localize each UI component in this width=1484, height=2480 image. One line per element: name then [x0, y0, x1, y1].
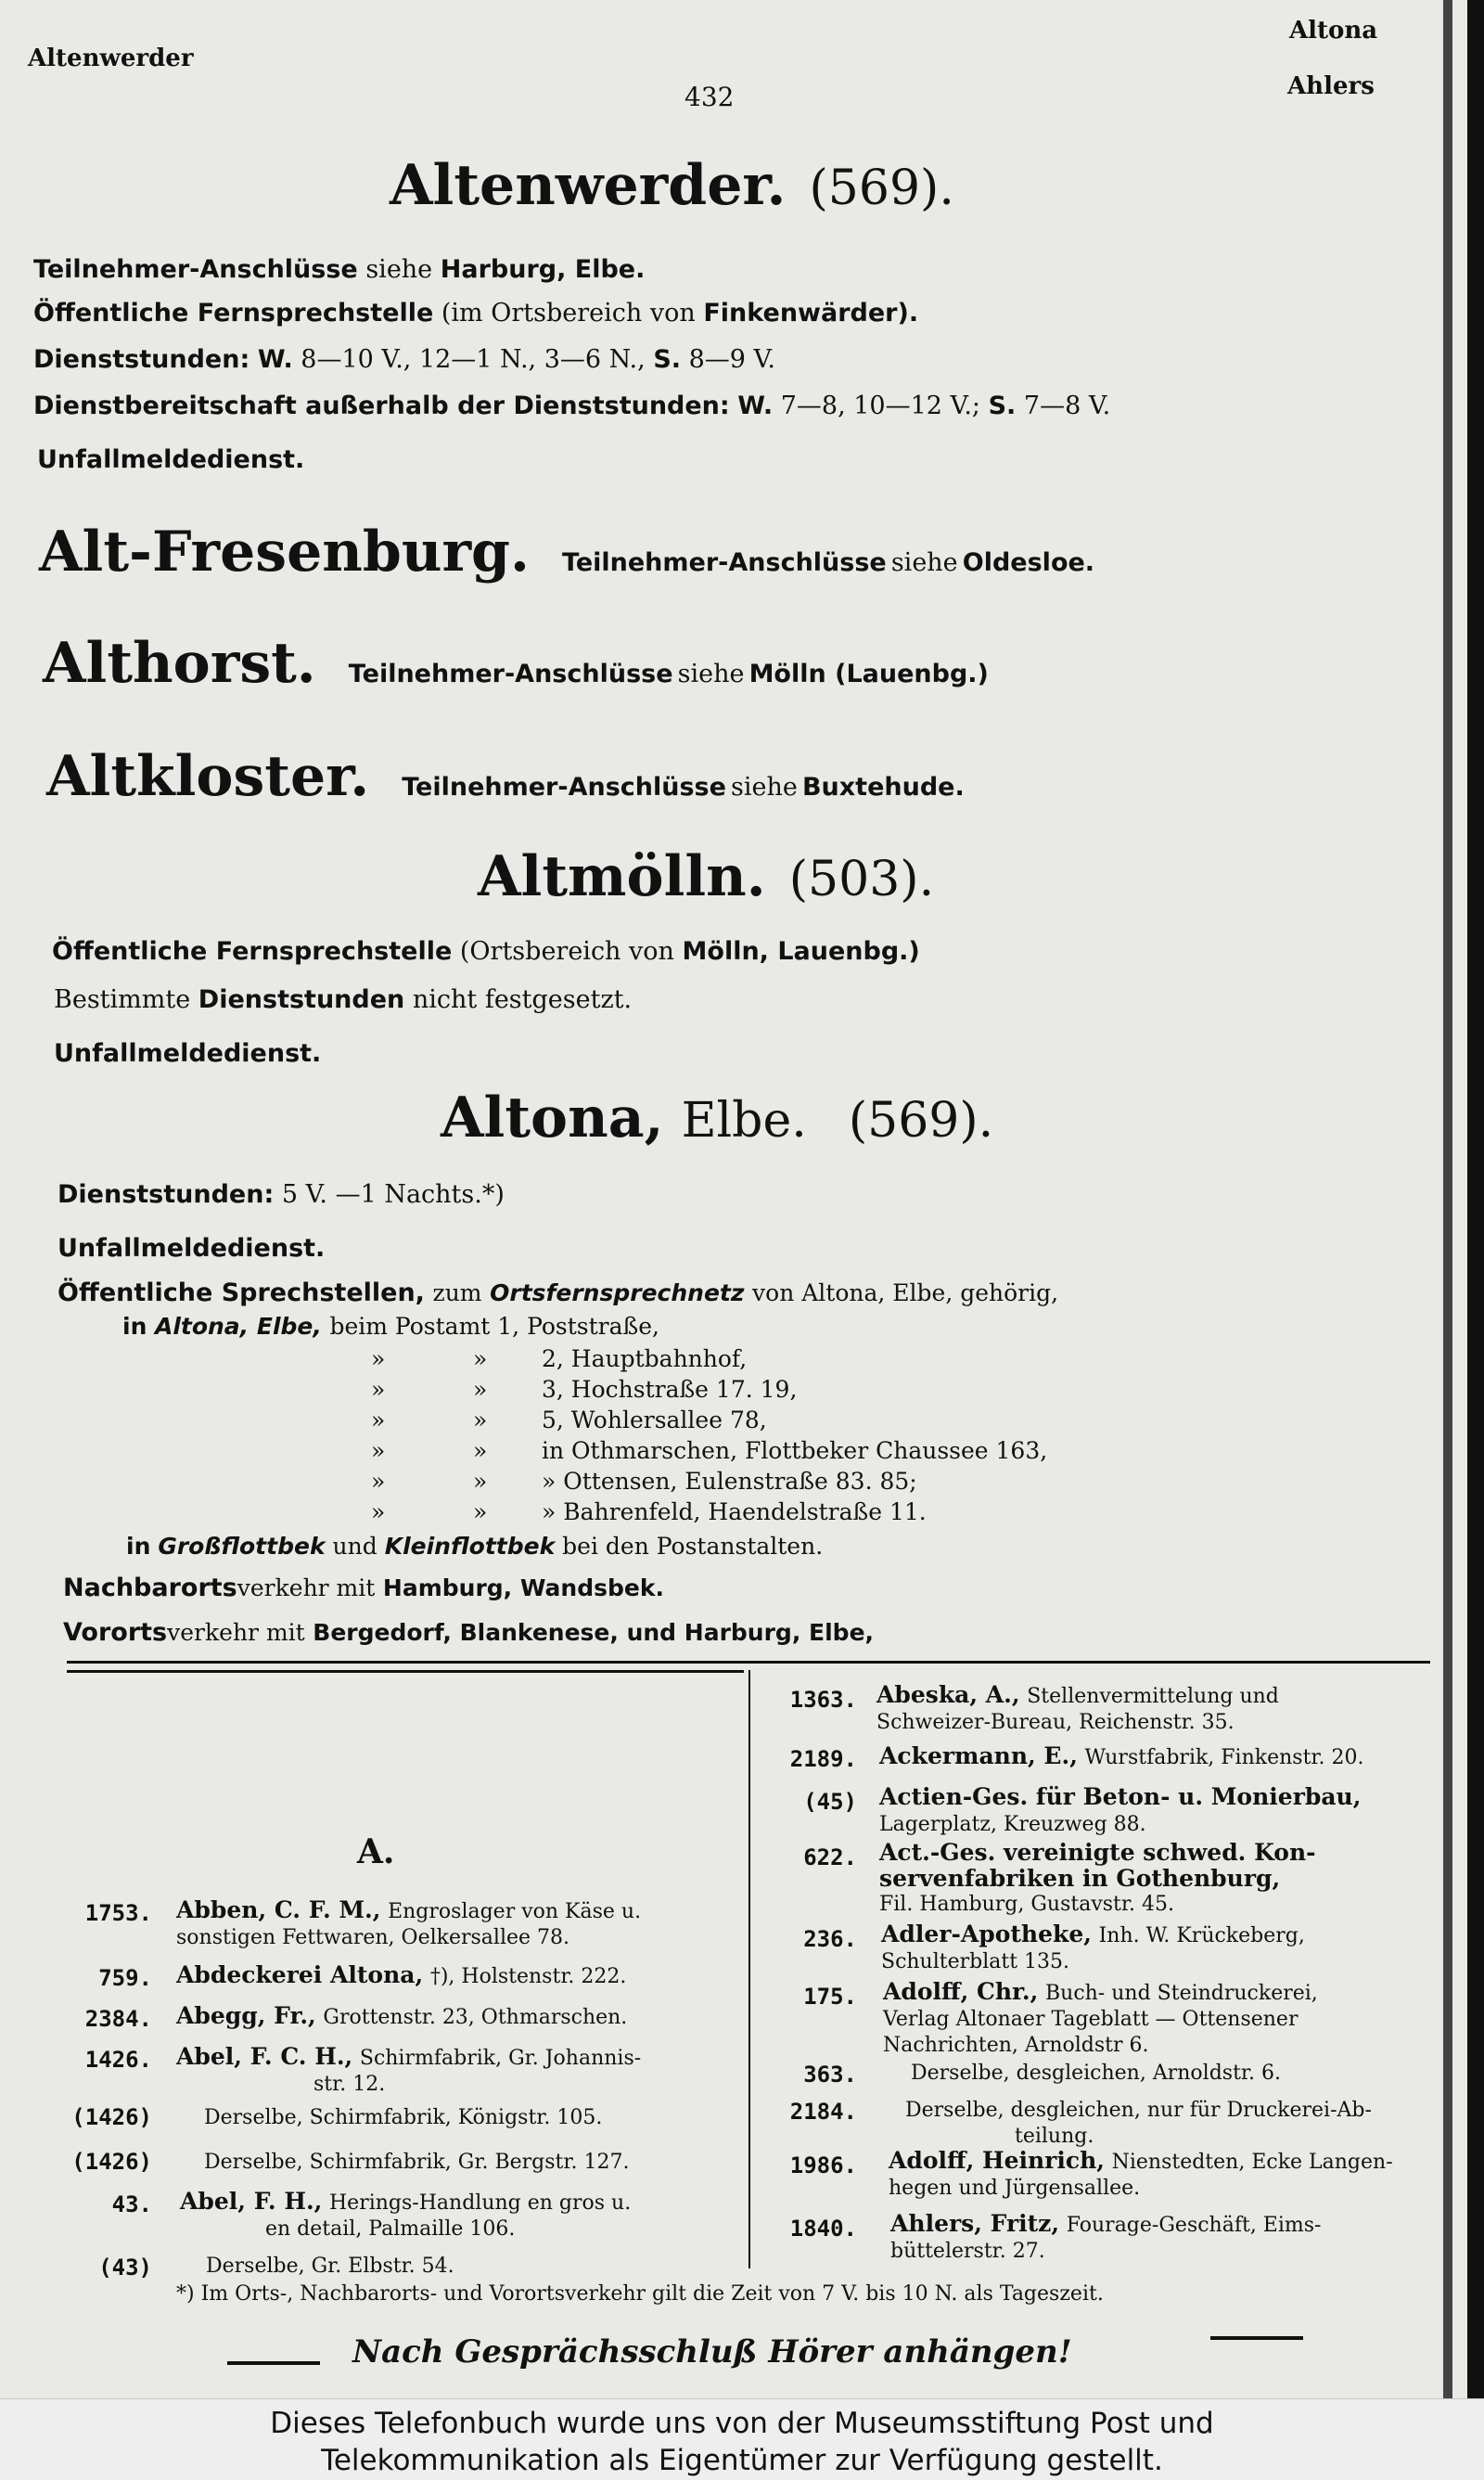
text: Alt-Fresenburg.	[39, 520, 530, 585]
running-head-right-bottom: Ahlers	[1287, 72, 1375, 100]
heading-altona	[441, 1086, 993, 1150]
entry-name: Abben, C. F. M.,	[176, 1896, 381, 1923]
list-item	[905, 2097, 1443, 2149]
entry-name: Abegg, Fr.,	[176, 2002, 316, 2029]
text: » Bahrenfeld, Haendelstraße 11.	[542, 1498, 927, 1525]
list-item	[176, 2004, 733, 2030]
text: Harburg, Elbe.	[440, 255, 646, 284]
altenwerder-line-4	[33, 392, 1110, 420]
text: Bergedorf, Blankenese, und Harburg, Elbe,	[313, 1619, 875, 1646]
heading-altkloster	[46, 744, 965, 809]
text: 8—9 V.	[688, 345, 775, 374]
entry-number: 363.	[803, 2062, 857, 2088]
text: zum	[432, 1279, 482, 1306]
text: beim Postamt 1, Poststraße,	[329, 1313, 659, 1340]
text: in	[122, 1313, 147, 1340]
entry-name: Abeska, A.,	[876, 1681, 1020, 1708]
ditto-mark: »	[371, 1376, 386, 1403]
text: Althorst.	[43, 631, 316, 696]
entry-description: en detail, Palmaille 106.	[265, 2217, 516, 2241]
postamt-line	[371, 1497, 1047, 1527]
entry-number: 1753.	[84, 1900, 152, 1926]
entry-number: (1426)	[71, 2104, 152, 2130]
altenwerder-line-5: Unfallmeldedienst.	[37, 445, 305, 474]
text: (503).	[788, 852, 935, 907]
text: 7—8, 10—12 V.;	[780, 392, 981, 420]
text: 2, Hauptbahnhof,	[542, 1345, 748, 1372]
entry-number: 43.	[111, 2191, 152, 2217]
heading-altenwerder	[390, 153, 954, 218]
text: verkehr mit	[167, 1619, 305, 1646]
text: siehe	[890, 548, 958, 577]
ditto-mark: »	[473, 1376, 488, 1403]
text: Oldesloe.	[962, 548, 1095, 577]
entry-name: Adler-Apotheke,	[881, 1921, 1092, 1947]
altona-line-3	[58, 1279, 1058, 1307]
postamt-line	[371, 1466, 1047, 1497]
text: W.	[257, 345, 293, 374]
ditto-mark: »	[473, 1437, 488, 1464]
entry-description: Fourage-Geschäft, Eims-	[1066, 2214, 1322, 2237]
heading-altmoelln	[478, 844, 934, 909]
column-divider	[748, 1670, 750, 2268]
ditto-mark: »	[371, 1407, 386, 1433]
entry-name: Actien-Ges. für Beton- u. Monierbau,	[879, 1783, 1362, 1810]
entry-description: teilung.	[1015, 2125, 1094, 2148]
text: S.	[988, 392, 1017, 420]
text: Öffentliche Fernsprechstelle	[52, 937, 453, 966]
altmoelln-line-3: Unfallmeldedienst.	[54, 1039, 322, 1068]
text: Teilnehmer-Anschlüsse	[348, 660, 673, 688]
altona-line-2: Unfallmeldedienst.	[58, 1234, 326, 1263]
footnote: *) Im Orts-, Nachbarorts- und Vorortsverkehr gilt die Zeit von 7 V. bis 10 N. als Tageszeit.	[176, 2282, 1104, 2306]
entry-name: Abel, F. H.,	[180, 2188, 323, 2215]
entry-description: Lagerplatz, Kreuzweg 88.	[879, 1813, 1146, 1836]
postamt-list	[371, 1343, 1047, 1527]
entry-description: Inh. W. Krückeberg,	[1098, 1924, 1305, 1947]
text: S.	[653, 345, 682, 374]
text: Kleinflottbek	[384, 1533, 556, 1560]
text: 5 V. —1 Nachts.*)	[281, 1180, 505, 1209]
text: Öffentliche Sprechstellen,	[58, 1279, 425, 1307]
entry-name: Ahlers, Fritz,	[890, 2210, 1060, 2237]
entry-description: hegen und Jürgensallee.	[889, 2177, 1141, 2200]
postamt-line	[371, 1343, 1047, 1374]
text: Hamburg, Wandsbek.	[382, 1574, 664, 1601]
entry-description: Engroslager von Käse u.	[388, 1900, 642, 1923]
divider-rule	[67, 1670, 744, 1673]
entry-name: Adolff, Chr.,	[883, 1978, 1039, 2005]
slogan-rule-right	[1210, 2336, 1303, 2340]
list-item	[204, 2104, 742, 2130]
list-item	[204, 2149, 742, 2175]
ditto-mark: »	[371, 1345, 386, 1372]
text: Vororts	[63, 1618, 168, 1647]
text: Großflottbek	[158, 1533, 326, 1560]
list-item	[176, 1963, 733, 1989]
text: Altkloster.	[46, 744, 370, 809]
entry-description: büttelerstr. 27.	[890, 2240, 1045, 2263]
text: 8—10 V., 12—1 N., 3—6 N.,	[301, 345, 646, 374]
text: Buxtehude.	[801, 773, 965, 802]
ditto-mark: »	[371, 1468, 386, 1495]
altona-line-7	[63, 1618, 874, 1647]
entry-number: 2384.	[84, 2006, 152, 2032]
text: in Othmarschen, Flottbeker Chaussee 163,	[542, 1437, 1048, 1464]
list-item	[176, 1898, 733, 1950]
postamt-line	[371, 1435, 1047, 1466]
footer-line-1: Dieses Telefonbuch wurde uns von der Museumsstiftung Post und	[270, 2407, 1214, 2440]
text: bei den Postanstalten.	[562, 1533, 824, 1560]
ditto-mark: »	[371, 1437, 386, 1464]
text: Finkenwärder).	[703, 299, 919, 328]
entry-number: 2184.	[789, 2099, 857, 2125]
altona-line-1	[58, 1180, 505, 1209]
entry-name: Abdeckerei Altona,	[176, 1961, 424, 1988]
altenwerder-line-1	[33, 255, 645, 284]
list-item	[879, 1841, 1436, 1917]
slogan: Nach Gesprächsschluß Hörer anhängen!	[352, 2333, 1072, 2371]
ditto-mark: »	[473, 1345, 488, 1372]
entry-number: 759.	[98, 1965, 152, 1991]
text: Altona, Elbe,	[154, 1313, 322, 1340]
entry-description: Herings-Handlung en gros u.	[329, 2191, 632, 2215]
text: (im Ortsbereich von	[441, 299, 696, 328]
heading-altenwerder-title: Altenwerder.	[390, 153, 787, 218]
text: (Ortsbereich von	[459, 937, 674, 966]
list-item	[879, 1744, 1436, 1770]
altona-line-5	[126, 1533, 823, 1560]
entry-number: 236.	[803, 1926, 857, 1952]
list-item	[911, 2060, 1439, 2086]
altenwerder-line-3	[33, 345, 775, 374]
list-item	[180, 2190, 736, 2242]
entry-number: (1426)	[71, 2149, 152, 2175]
running-head-right-top: Altona	[1289, 17, 1378, 45]
text: W.	[737, 392, 774, 420]
altona-line-4	[122, 1312, 659, 1341]
entry-number: 175.	[803, 1984, 857, 2010]
heading-altenwerder-code: (569).	[809, 161, 954, 216]
text: 3, Hochstraße 17. 19,	[542, 1376, 798, 1403]
text: in	[126, 1533, 151, 1560]
entry-name: Abel, F. C. H.,	[176, 2043, 353, 2070]
page-edge	[1467, 0, 1484, 2398]
entry-name: Act.-Ges. vereinigte schwed. Kon-	[879, 1839, 1316, 1866]
text: 7—8 V.	[1023, 392, 1111, 420]
entry-description: Schweizer-Bureau, Reichenstr. 35.	[876, 1711, 1235, 1734]
entry-description: Derselbe, Gr. Elbstr. 54.	[206, 2255, 454, 2278]
list-item	[876, 1683, 1433, 1735]
text: Nachbarorts	[63, 1574, 237, 1602]
list-item	[881, 1922, 1438, 1974]
divider-rule	[67, 1661, 1430, 1664]
entry-name: Adolff, Heinrich,	[889, 2147, 1105, 2174]
list-item	[889, 2149, 1445, 2201]
list-item	[890, 2212, 1447, 2264]
list-item	[176, 2045, 733, 2097]
entry-description: Derselbe, Schirmfabrik, Königstr. 105.	[204, 2106, 603, 2129]
list-item	[879, 1785, 1436, 1837]
page-number: 432	[684, 82, 735, 112]
entry-description: †), Holstenstr. 222.	[429, 1965, 627, 1988]
entry-description: Grottenstr. 23, Othmarschen.	[323, 2006, 628, 2029]
entry-description: Wurstfabrik, Finkenstr. 20.	[1084, 1746, 1364, 1769]
text: Teilnehmer-Anschlüsse	[562, 548, 887, 577]
altona-line-6	[63, 1574, 664, 1602]
text: (569).	[848, 1093, 994, 1149]
entry-description: Derselbe, Schirmfabrik, Gr. Bergstr. 127.	[204, 2151, 630, 2174]
entry-number: 1986.	[789, 2152, 857, 2178]
entry-description: Schulterblatt 135.	[881, 1950, 1070, 1973]
running-head-left: Altenwerder	[28, 45, 194, 72]
text: » Ottensen, Eulenstraße 83. 85;	[542, 1468, 917, 1495]
altenwerder-line-2	[33, 299, 918, 328]
text: Mölln, Lauenbg.)	[682, 937, 920, 966]
text: Dienststunden:	[58, 1180, 275, 1209]
entry-description: str. 12.	[313, 2073, 386, 2096]
entry-number: 622.	[803, 1844, 857, 1870]
ditto-mark: »	[473, 1498, 488, 1525]
text: siehe	[365, 255, 433, 284]
entry-name: servenfabriken in Gothenburg,	[879, 1865, 1281, 1892]
entry-description: sonstigen Fettwaren, Oelkersallee 78.	[176, 1926, 569, 1949]
altmoelln-line-2	[54, 985, 632, 1014]
text: nicht festgesetzt.	[412, 985, 633, 1014]
text: Mölln (Lauenbg.)	[748, 660, 989, 688]
text: Elbe.	[681, 1093, 807, 1149]
text: Dienststunden	[198, 985, 405, 1014]
entry-number: 2189.	[789, 1746, 857, 1772]
text: von Altona, Elbe, gehörig,	[752, 1279, 1059, 1306]
ditto-mark: »	[473, 1407, 488, 1433]
list-item	[206, 2253, 744, 2279]
entry-number: 1363.	[789, 1687, 857, 1713]
text: 5, Wohlersallee 78,	[542, 1407, 767, 1433]
entry-description: Nienstedten, Ecke Langen-	[1111, 2151, 1393, 2174]
text: verkehr mit	[237, 1574, 376, 1601]
entry-number: 1426.	[84, 2047, 152, 2073]
text: Ortsfernsprechnetz	[490, 1279, 745, 1306]
provenance-footer	[0, 2398, 1484, 2480]
footer-line-2: Telekommunikation als Eigentümer zur Verfügung gestellt.	[321, 2444, 1163, 2477]
entry-number: (43)	[98, 2255, 152, 2281]
text: siehe	[731, 773, 798, 802]
entry-description: Verlag Altonaer Tageblatt — Ottensener	[883, 2008, 1298, 2031]
entry-description: Derselbe, desgleichen, nur für Druckerei-Ab-	[905, 2099, 1372, 2122]
postamt-line	[371, 1374, 1047, 1405]
text: Teilnehmer-Anschlüsse	[402, 773, 726, 802]
list-item	[883, 1980, 1447, 2058]
entry-description: Schirmfabrik, Gr. Johannis-	[359, 2047, 642, 2070]
text: Öffentliche Fernsprechstelle	[33, 299, 434, 328]
entry-description: Stellenvermittelung und	[1027, 1685, 1279, 1708]
text: siehe	[677, 660, 745, 688]
section-letter: A.	[357, 1832, 395, 1871]
entry-description: Buch- und Steindruckerei,	[1044, 1982, 1318, 2005]
entry-name: Ackermann, E.,	[879, 1742, 1078, 1769]
ditto-mark: »	[473, 1468, 488, 1495]
text: und	[332, 1533, 377, 1560]
slogan-rule-left	[227, 2361, 320, 2365]
text: Bestimmte	[54, 985, 191, 1014]
text: Teilnehmer-Anschlüsse	[33, 255, 358, 284]
postamt-line	[371, 1405, 1047, 1435]
heading-althorst	[43, 631, 989, 696]
ditto-mark: »	[371, 1498, 386, 1525]
text: Altona,	[441, 1086, 664, 1150]
text: Dienststunden:	[33, 345, 250, 374]
text: Dienstbereitschaft außerhalb der Dienststunden:	[33, 392, 730, 420]
entry-number: (45)	[803, 1789, 857, 1815]
entry-number: 1840.	[789, 2216, 857, 2242]
heading-alt-fresenburg	[39, 520, 1094, 585]
entry-description: Derselbe, desgleichen, Arnoldstr. 6.	[911, 2062, 1281, 2085]
entry-description: Fil. Hamburg, Gustavstr. 45.	[879, 1893, 1174, 1916]
altmoelln-line-1	[52, 937, 920, 966]
text: Altmölln.	[478, 844, 766, 909]
entry-description: Nachrichten, Arnoldstr 6.	[883, 2034, 1149, 2057]
